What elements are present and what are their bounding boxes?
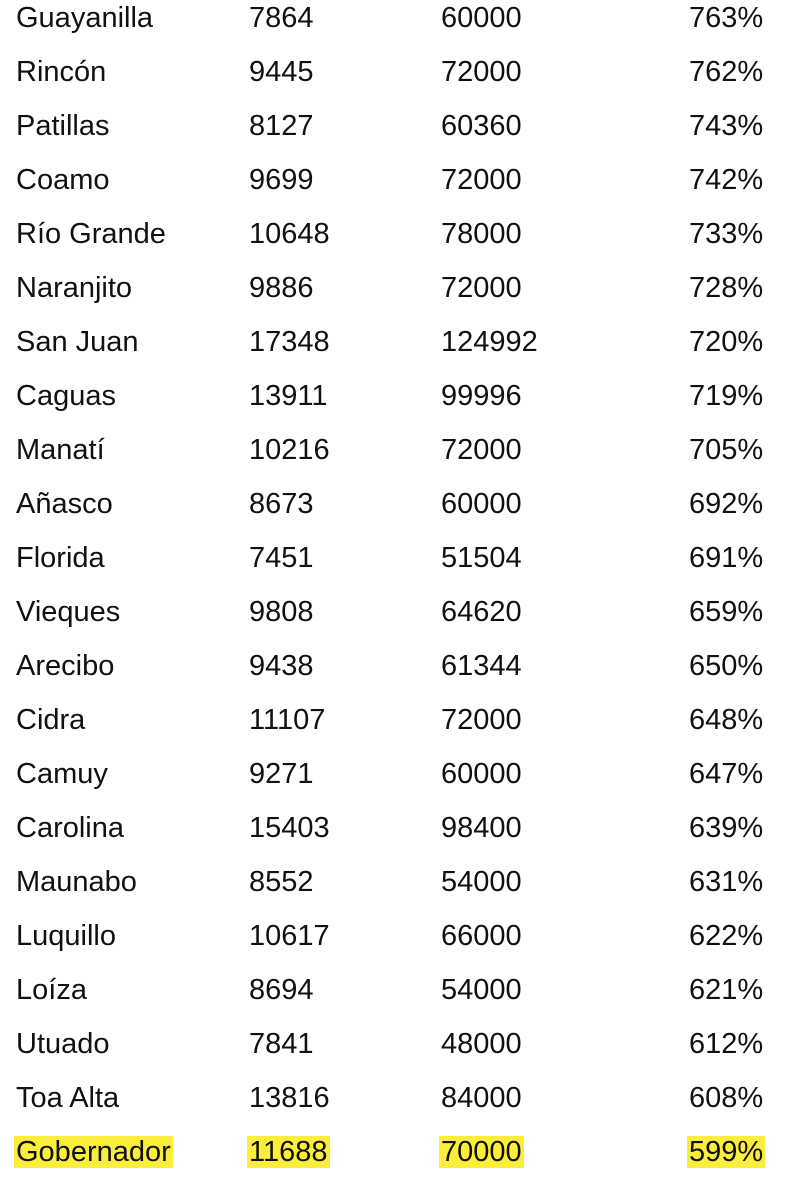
percentage-cell: 719%	[689, 380, 764, 412]
table-row	[0, 54, 800, 108]
table-row	[0, 540, 800, 594]
municipality-cell: Florida	[16, 542, 105, 574]
municipality-cell: Río Grande	[16, 218, 166, 250]
table-row	[0, 432, 800, 486]
value-1-cell: 17348	[249, 326, 330, 358]
value-2-cell: 48000	[441, 1028, 522, 1060]
value-1-cell: 9886	[249, 272, 314, 304]
percentage-cell: 650%	[689, 650, 764, 682]
value-1-cell: 10648	[249, 218, 330, 250]
table-row	[0, 0, 800, 54]
percentage-cell: 647%	[689, 758, 764, 790]
value-2-cell: 78000	[441, 218, 522, 250]
value-2-cell: 51504	[441, 542, 522, 574]
municipality-cell: Camuy	[16, 758, 108, 790]
table-row	[0, 648, 800, 702]
percentage-cell: 705%	[689, 434, 764, 466]
municipality-cell: Coamo	[16, 164, 110, 196]
municipality-cell: Utuado	[16, 1028, 110, 1060]
municipality-cell: Patillas	[16, 110, 110, 142]
value-2-cell: 70000	[441, 1136, 522, 1168]
highlighted-table-row	[0, 1134, 800, 1188]
percentage-cell: 742%	[689, 164, 764, 196]
value-2-cell: 72000	[441, 272, 522, 304]
percentage-cell: 639%	[689, 812, 764, 844]
table-row	[0, 594, 800, 648]
value-1-cell: 8673	[249, 488, 314, 520]
municipality-cell: Toa Alta	[16, 1082, 120, 1114]
municipality-cell: Naranjito	[16, 272, 133, 304]
value-2-cell: 72000	[441, 56, 522, 88]
percentage-cell: 733%	[689, 218, 764, 250]
value-1-cell: 8127	[249, 110, 314, 142]
value-1-cell: 10617	[249, 920, 330, 952]
municipality-cell: Luquillo	[16, 920, 116, 952]
value-1-cell: 13911	[249, 380, 328, 412]
value-2-cell: 72000	[441, 704, 522, 736]
value-1-cell: 7841	[249, 1028, 314, 1060]
value-2-cell: 84000	[441, 1082, 522, 1114]
value-2-cell: 98400	[441, 812, 522, 844]
value-1-cell: 9271	[249, 758, 314, 790]
percentage-cell: 720%	[689, 326, 764, 358]
municipality-cell: Rincón	[16, 56, 107, 88]
value-1-cell: 9699	[249, 164, 314, 196]
value-2-cell: 60360	[441, 110, 522, 142]
table-row	[0, 378, 800, 432]
municipality-cell: Maunabo	[16, 866, 137, 898]
table-row	[0, 270, 800, 324]
value-2-cell: 124992	[441, 326, 538, 358]
value-1-cell: 8694	[249, 974, 314, 1006]
value-1-cell: 13816	[249, 1082, 330, 1114]
percentage-cell: 743%	[689, 110, 764, 142]
value-1-cell: 7451	[249, 542, 314, 574]
value-1-cell: 11107	[249, 704, 326, 736]
value-2-cell: 99996	[441, 380, 522, 412]
value-2-cell: 60000	[441, 488, 522, 520]
table-row	[0, 162, 800, 216]
value-2-cell: 60000	[441, 2, 522, 34]
value-2-cell: 61344	[441, 650, 522, 682]
value-1-cell: 9445	[249, 56, 314, 88]
percentage-cell: 691%	[689, 542, 764, 574]
municipality-cell: Arecibo	[16, 650, 115, 682]
table-row	[0, 1026, 800, 1080]
table-row	[0, 1080, 800, 1134]
value-2-cell: 54000	[441, 866, 522, 898]
municipality-cell: Caguas	[16, 380, 116, 412]
percentage-cell: 631%	[689, 866, 764, 898]
municipality-cell: Cidra	[16, 704, 86, 736]
municipality-cell: Añasco	[16, 488, 113, 520]
value-1-cell: 11688	[249, 1136, 328, 1168]
value-2-cell: 66000	[441, 920, 522, 952]
percentage-cell: 608%	[689, 1082, 764, 1114]
municipality-cell: Vieques	[16, 596, 121, 628]
table-row	[0, 756, 800, 810]
value-1-cell: 8552	[249, 866, 314, 898]
municipality-cell: Loíza	[16, 974, 87, 1006]
percentage-cell: 728%	[689, 272, 764, 304]
municipality-cell: Carolina	[16, 812, 124, 844]
percentage-cell: 692%	[689, 488, 764, 520]
table-row	[0, 486, 800, 540]
table-row	[0, 864, 800, 918]
table-row	[0, 702, 800, 756]
percentage-cell: 621%	[689, 974, 764, 1006]
percentage-cell: 622%	[689, 920, 764, 952]
value-1-cell: 15403	[249, 812, 330, 844]
value-2-cell: 60000	[441, 758, 522, 790]
value-2-cell: 64620	[441, 596, 522, 628]
percentage-cell: 612%	[689, 1028, 764, 1060]
percentage-cell: 599%	[689, 1136, 764, 1168]
value-2-cell: 54000	[441, 974, 522, 1006]
municipality-cell: Gobernador	[16, 1136, 171, 1168]
table-row	[0, 810, 800, 864]
table-row	[0, 918, 800, 972]
municipality-cell: San Juan	[16, 326, 139, 358]
percentage-cell: 648%	[689, 704, 764, 736]
value-1-cell: 10216	[249, 434, 330, 466]
table-row	[0, 972, 800, 1026]
percentage-cell: 763%	[689, 2, 764, 34]
value-1-cell: 9438	[249, 650, 314, 682]
percentage-cell: 762%	[689, 56, 764, 88]
table-row	[0, 108, 800, 162]
municipality-cell: Guayanilla	[16, 2, 154, 34]
value-2-cell: 72000	[441, 164, 522, 196]
table-row	[0, 324, 800, 378]
value-2-cell: 72000	[441, 434, 522, 466]
value-1-cell: 9808	[249, 596, 314, 628]
table-row	[0, 216, 800, 270]
municipality-cell: Manatí	[16, 434, 105, 466]
percentage-cell: 659%	[689, 596, 764, 628]
value-1-cell: 7864	[249, 2, 314, 34]
